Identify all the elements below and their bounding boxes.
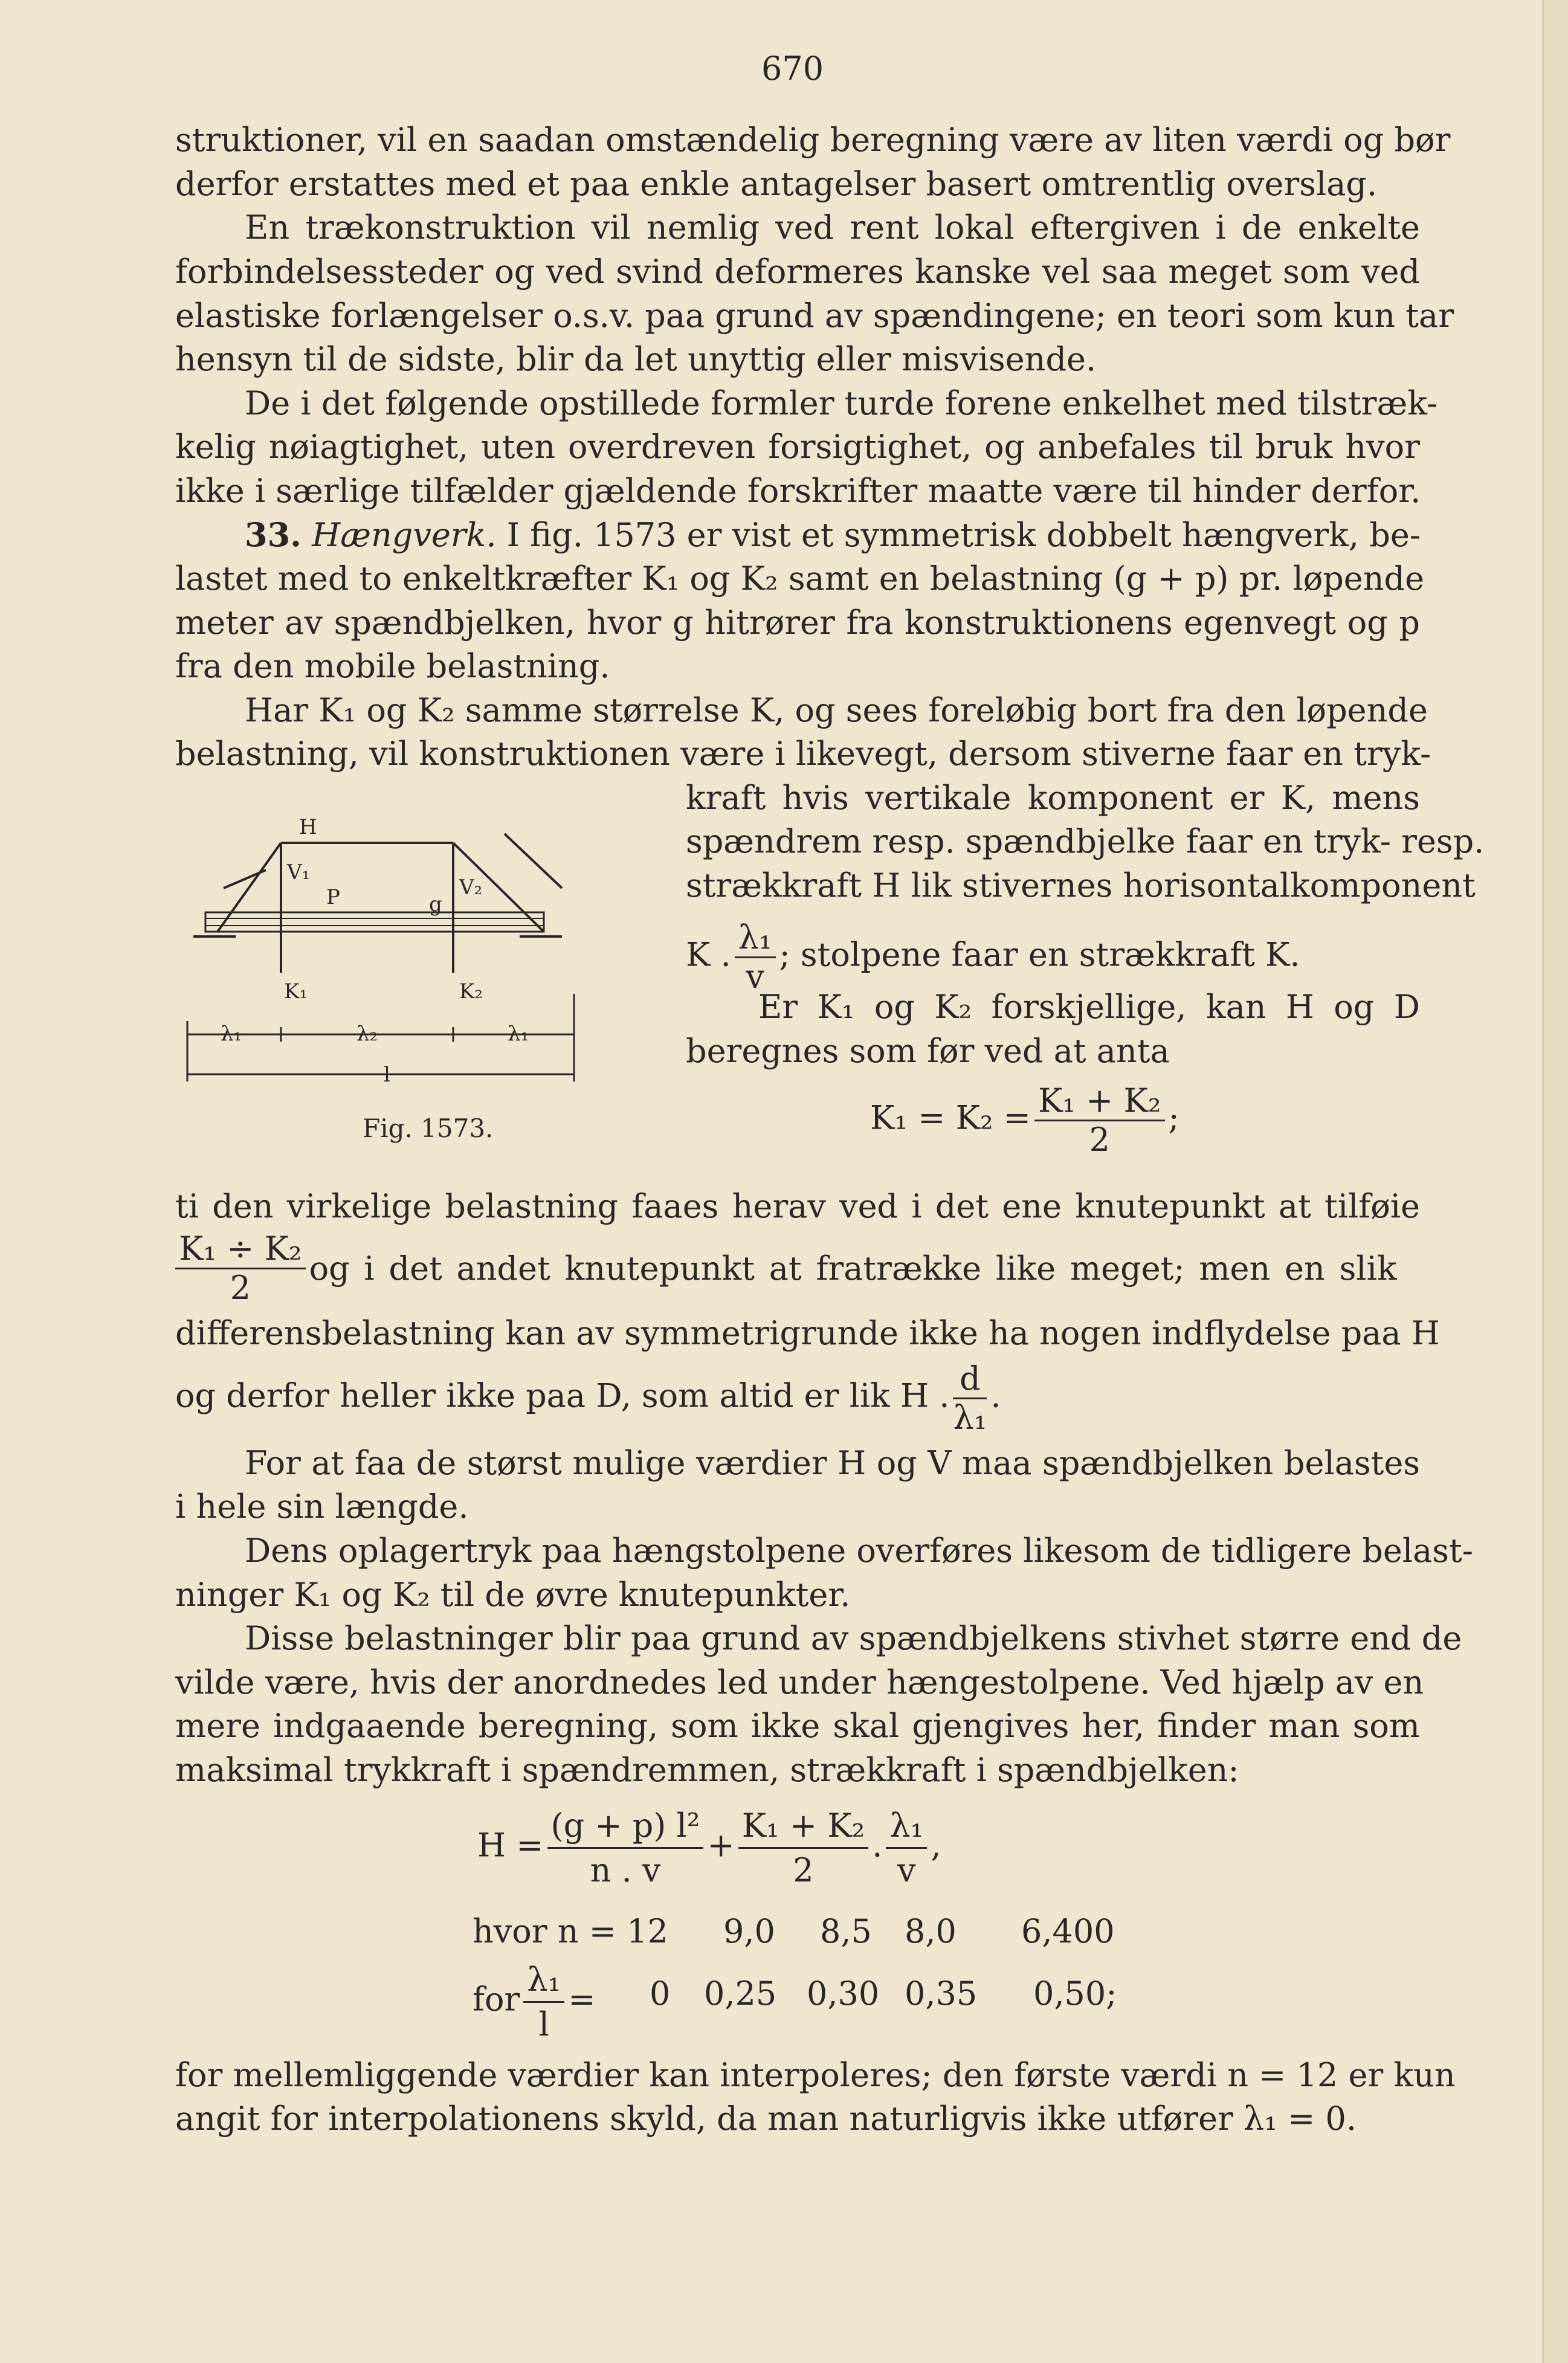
text-line: angit for interpolationens skyld, da man naturligvis ikke utfører λ₁ = 0. xyxy=(175,2100,1357,2138)
text-line: De i det følgende opstillede formler turde forene enkelhet med tilstræk- xyxy=(245,384,1438,422)
section-number: 33. xyxy=(245,515,302,554)
label-K2: K₂ xyxy=(459,979,483,1004)
label-g: g xyxy=(429,892,442,917)
label-lambda1-left: λ₁ xyxy=(221,1022,242,1046)
formula-k-equal: K₁ = K₂ = $\frac{\text{K₁ + K₂}}{2}$ ; xyxy=(870,1082,1179,1159)
fraction: $\frac{\text{λ₁}}{v}$ xyxy=(886,1807,927,1889)
section-text: I fig. 1573 er vist et symmetrisk dobbelt hængverk, be- xyxy=(506,516,1421,554)
text-line: kelig nøiagtighet, uten overdreven forsigtighet, og anbefales til bruk hvor xyxy=(175,428,1420,466)
label-K1: K₁ xyxy=(284,979,308,1004)
text-line: beregnes som før ved at anta xyxy=(686,1032,1170,1070)
tie-beam xyxy=(205,912,544,932)
text-line: mere indgaaende beregning, som ikke skal gjengives her, finder man som xyxy=(175,1707,1420,1745)
fraction: $\frac{\text{λ₁}}{l}$ xyxy=(523,1961,564,2043)
formula-H: H = $\frac{\text{(g + p) l²}}{n . v}$ + $\frac{\text{K₁ + K₂}}{2}$ . $\frac{\text{λ₁}}{v}$ , xyxy=(477,1807,941,1889)
text-line: forbindelsessteder og ved svind deformeres kanske vel saa meget som ved xyxy=(175,253,1420,291)
fraction: $\frac{\text{K₁ ÷ K₂}}{2}$ xyxy=(175,1233,306,1304)
text-line: fra den mobile belastning. xyxy=(175,647,610,685)
label-p: P xyxy=(326,885,340,909)
text-line: En trækonstruktion vil nemlig ved rent lokal eftergiven i de enkelte xyxy=(245,208,1420,247)
text-line: spændrem resp. spændbjelke faar en tryk- resp. xyxy=(686,822,1485,860)
text-line: Dens oplagertryk paa hængstolpene overføres likesom de tidligere belast- xyxy=(245,1532,1473,1570)
label-H: H xyxy=(299,815,317,839)
text-line: kraft hvis vertikale komponent er K, mens xyxy=(686,779,1420,817)
fraction: $\frac{d}{\text{λ₁}}$ xyxy=(953,1359,987,1437)
section-title: Hængverk. xyxy=(312,516,497,554)
figure-hanging-truss xyxy=(175,798,598,1106)
formula-k1-minus-k2: $\frac{\text{K₁ ÷ K₂}}{2}$ og i det andet knutepunkt at fratrække like meget; men en slik xyxy=(175,1233,1397,1304)
text-line: for mellemliggende værdier kan interpoleres; den første værdi n = 12 er kun xyxy=(175,2056,1456,2094)
text-line: struktioner, vil en saadan omstændelig beregning være av liten værdi og bør xyxy=(175,121,1451,159)
fraction: $\frac{\text{K₁ + K₂}}{2}$ xyxy=(1034,1085,1165,1156)
table-cell: 0,35 xyxy=(905,1975,978,2013)
text-line: belastning, vil konstruktionen være i likevegt, dersom stiverne faar en tryk- xyxy=(175,735,1431,773)
table-cell: 0,30 xyxy=(807,1975,880,2013)
label-V1: V₁ xyxy=(287,860,311,885)
table-cell: 8,5 xyxy=(820,1912,872,1950)
text-line: Disse belastninger blir paa grund av spændbjelkens stivhet større end de xyxy=(245,1619,1462,1657)
text-line: ikke i særlige tilfælder gjældende forskrifter maatte være til hinder derfor. xyxy=(175,472,1421,510)
text-line: vilde være, hvis der anordnedes led under hængestolpene. Ved hjælp av en xyxy=(175,1663,1424,1701)
text-line: maksimal trykkraft i spændremmen, strækkraft i spændbjelken: xyxy=(175,1751,1239,1789)
fraction: $\frac{\text{K₁ + K₂}}{2}$ xyxy=(738,1807,869,1889)
text-line: strækkraft H lik stivernes horisontalkomponent xyxy=(686,866,1476,904)
label-lambda2: λ₂ xyxy=(357,1022,378,1046)
label-lambda1-right: λ₁ xyxy=(508,1022,529,1046)
text-line: lastet med to enkeltkræfter K₁ og K₂ samt en belastning (g + p) pr. løpende xyxy=(175,559,1425,598)
text-line: elastiske forlængelser o.s.v. paa grund av spændingene; en teori som kun tar xyxy=(175,297,1454,335)
table-cell: 8,0 xyxy=(905,1912,957,1950)
label-l: l xyxy=(384,1063,390,1087)
text-line: Er K₁ og K₂ forskjellige, kan H og D xyxy=(758,988,1420,1026)
text-line: ninger K₁ og K₂ til de øvre knutepunkter. xyxy=(175,1576,851,1614)
label-V2: V₂ xyxy=(459,875,483,900)
text-line: Har K₁ og K₂ samme størrelse K, og sees foreløbig bort fra den løpende xyxy=(245,691,1428,729)
formula-kv: K . $\frac{\text{λ₁}}{v}$ ; stolpene faar en strækkraft K. xyxy=(686,918,1300,996)
formula-d-over-lambda: og derfor heller ikke paa D, som altid er lik H . $\frac{d}{\text{λ₁}}$ . xyxy=(175,1359,1001,1437)
table-for-row: for $\frac{\text{λ₁}}{l}$ = xyxy=(473,1961,596,2043)
page-edge xyxy=(1543,0,1568,2363)
text-line: For at faa de størst mulige værdier H og V maa spændbjelken belastes xyxy=(245,1444,1420,1482)
text-line: ti den virkelige belastning faaes herav ved i det ene knutepunkt at tilføie xyxy=(175,1187,1420,1225)
table-cell: 0,50; xyxy=(1033,1975,1117,2013)
fraction: $\frac{\text{(g + p) l²}}{n . v}$ xyxy=(547,1807,704,1889)
fraction: $\frac{\text{λ₁}}{v}$ xyxy=(735,921,776,993)
text-line: derfor erstattes med et paa enkle antagelser basert omtrentlig overslag. xyxy=(175,165,1378,203)
table-cell: 6,400 xyxy=(1021,1912,1115,1950)
text-line: differensbelastning kan av symmetrigrunde ikke ha nogen indflydelse paa H xyxy=(175,1314,1440,1352)
table-cell: 9,0 xyxy=(723,1912,775,1950)
text-line: hensyn til de sidste, blir da let unyttig eller misvisende. xyxy=(175,340,1097,378)
page-number: 670 xyxy=(761,50,824,88)
table-cell: 0,25 xyxy=(704,1975,777,2013)
text-line: meter av spændbjelken, hvor g hitrører fra konstruktionens egenvegt og p xyxy=(175,604,1420,642)
figure-caption: Fig. 1573. xyxy=(363,1114,494,1143)
table-n-label: hvor n = 12 xyxy=(473,1912,668,1950)
table-cell: 0 xyxy=(650,1975,671,2013)
section-heading-line xyxy=(245,515,1421,554)
text-line: i hele sin længde. xyxy=(175,1488,469,1526)
